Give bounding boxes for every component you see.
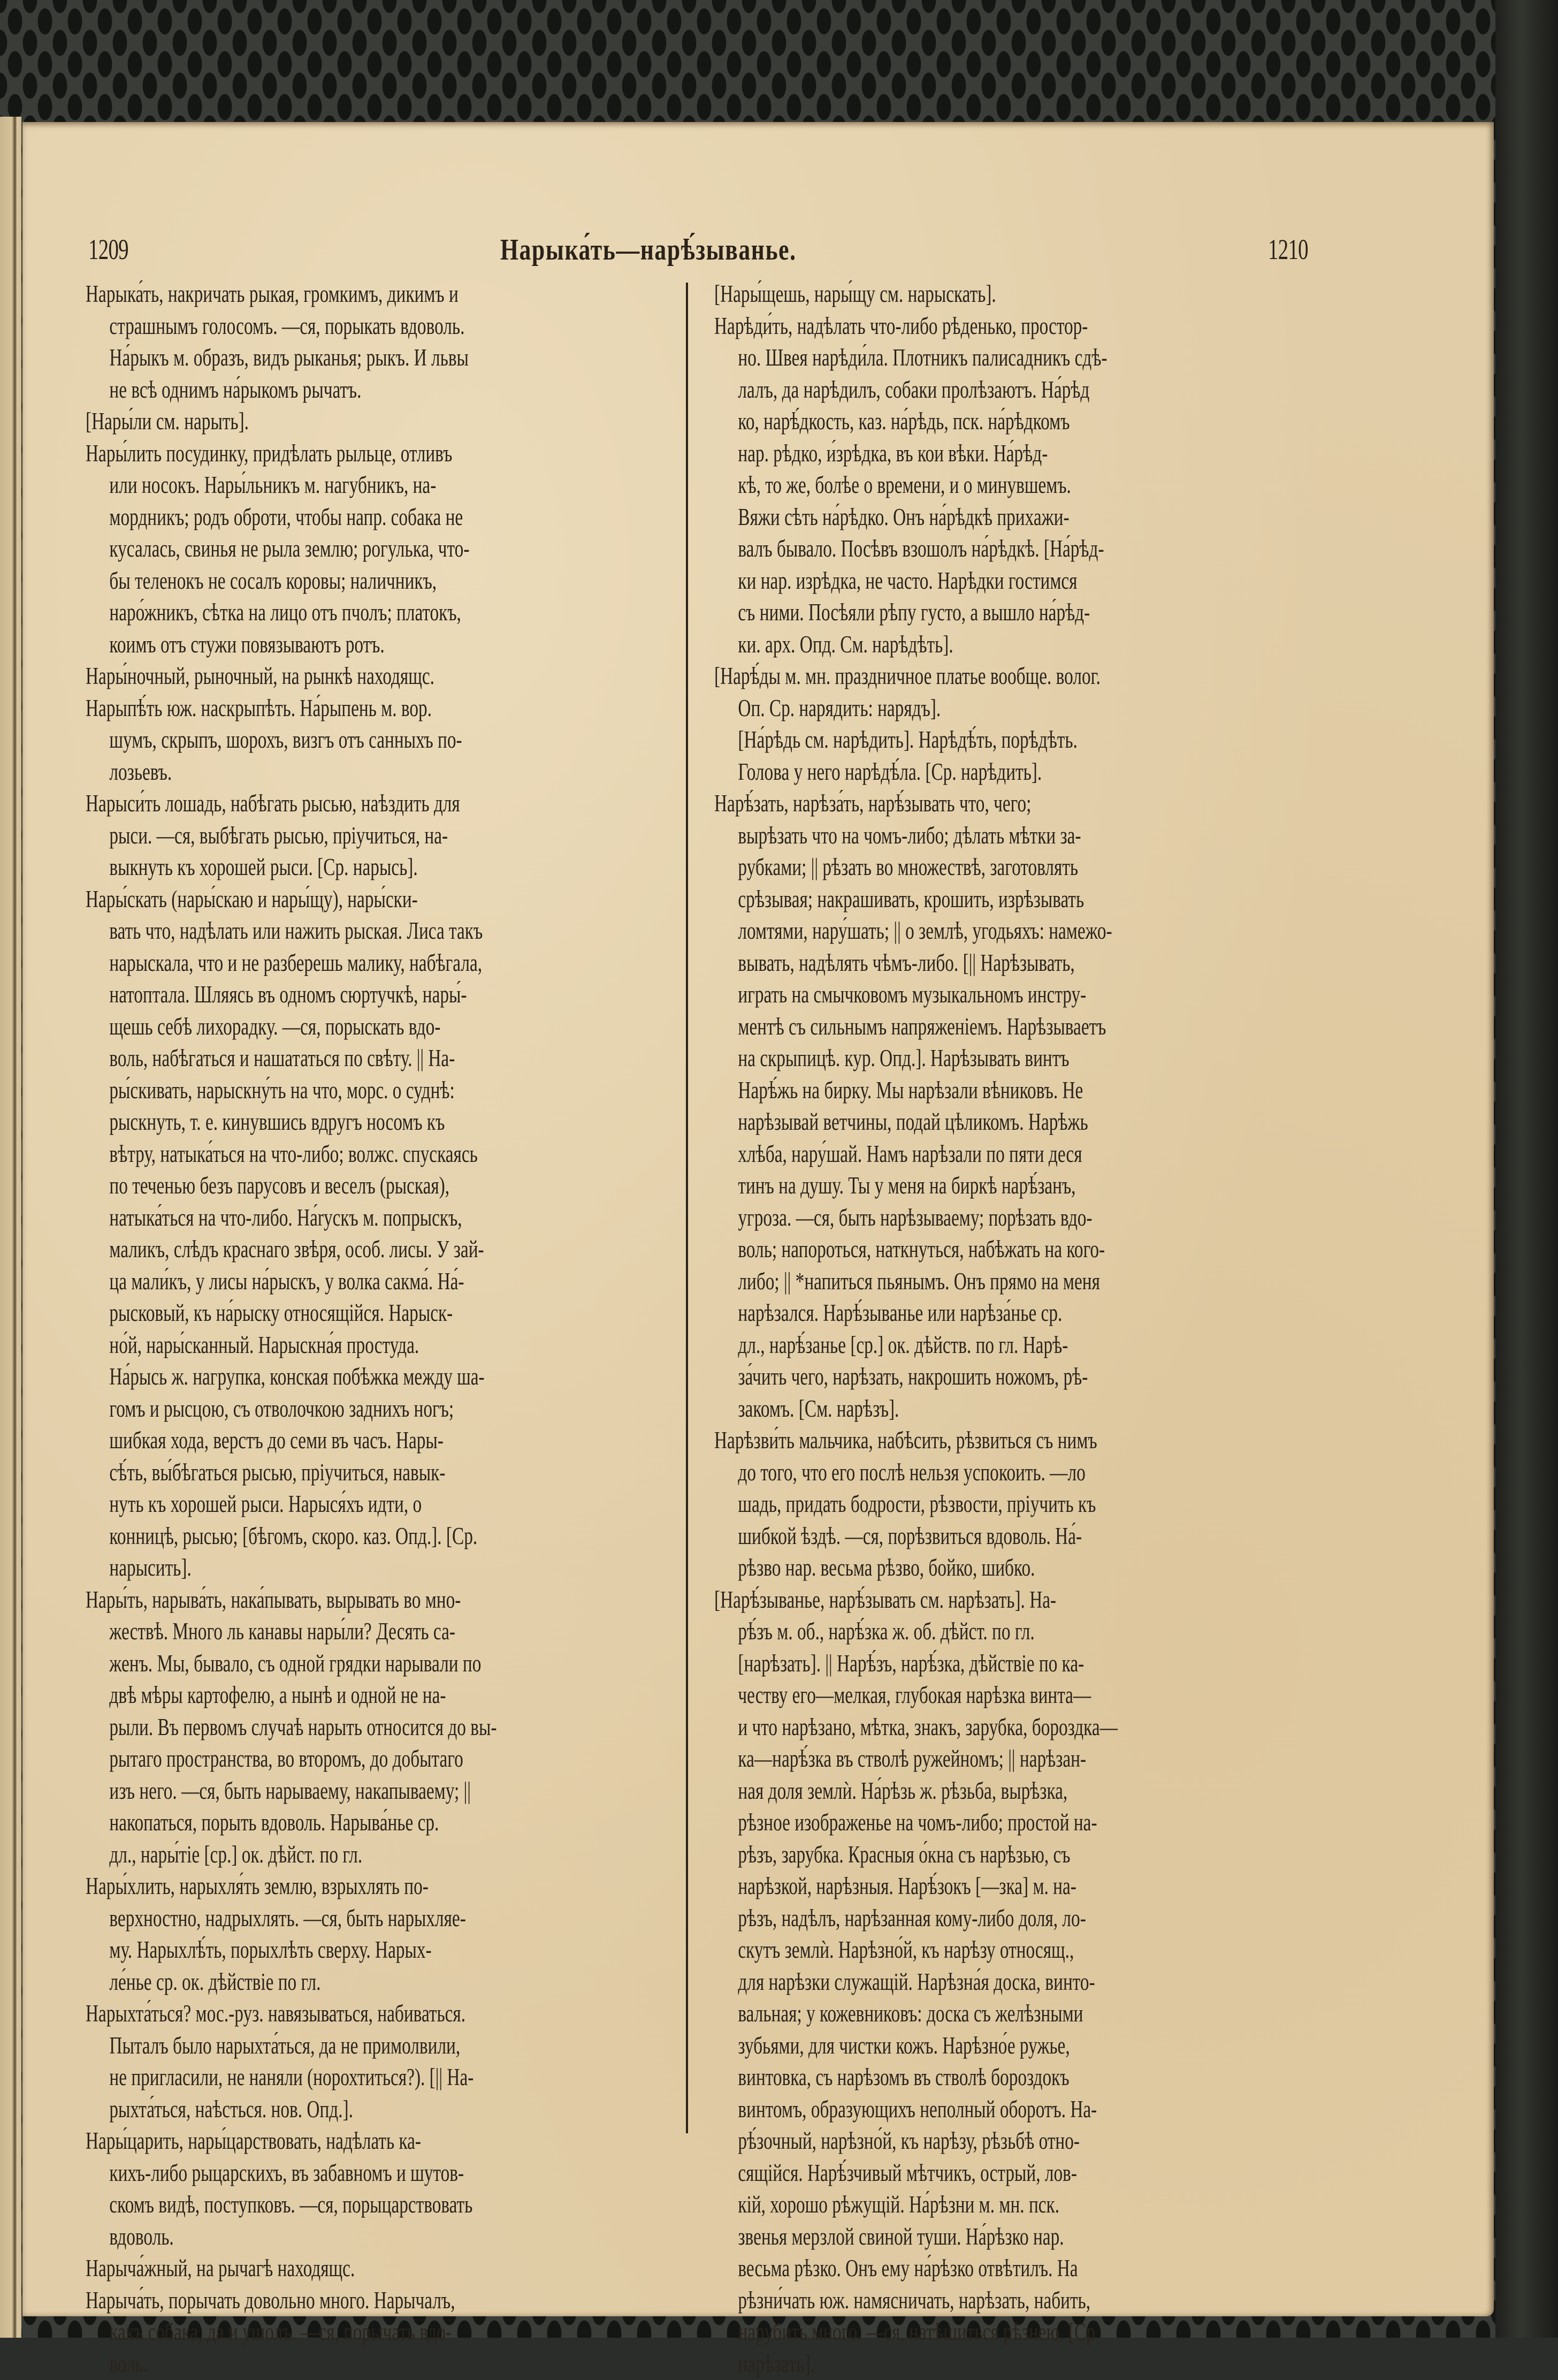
- right-page-number: 1210: [1268, 233, 1308, 266]
- entry-line: валъ бывало. Посѣвъ взошолъ на́рѣдкѣ. [На́рѣд-: [714, 533, 1349, 565]
- entry-line: ки нар. изрѣдка, не часто. Нарѣдки гостимся: [714, 565, 1349, 597]
- entry-line: ры́скивать, нарыскну́ть на что, морс. о суднѣ:: [86, 1075, 715, 1107]
- entry-headline: Нарыпѣ́ть юж. наскрыпѣть. На́рыпень м. вор.: [86, 693, 691, 725]
- entry-headline: Нары́ночный, рыночный, на рынкѣ находящс.: [86, 660, 691, 693]
- entry-line: натыка́ться на что-либо. На́ryскъ м. попрыскъ,: [86, 1202, 715, 1234]
- entry-line: накопаться, порыть вдоволь. Нарыва́нье ср.: [86, 1807, 715, 1839]
- entry-line: верхностно, надрыхлять. —ся, быть нарыхляе-: [86, 1903, 715, 1935]
- entry-line: изъ него. —ся, быть нарываему, накапываему; ||: [86, 1775, 715, 1807]
- entry-line: Нарѣ́жь на бирку. Мы нарѣзали вѣниковъ. Не: [714, 1075, 1349, 1107]
- entry-line: съ ними. Посѣяли рѣпу густо, а вышло на́рѣд-: [714, 597, 1349, 629]
- entry-line: ко, нарѣ́дкость, каз. на́рѣдь, пск. на́рѣдкомъ: [714, 406, 1349, 438]
- entry-line: играть на смычковомъ музыкальномъ инстру-: [714, 979, 1349, 1011]
- entry-headline: Нары́лить посудинку, придѣлать рыльце, отливъ: [86, 438, 691, 470]
- entry-line: рыли. Въ первомъ случаѣ нарыть относится до вы-: [86, 1712, 715, 1744]
- entry-line: ментѣ съ сильнымъ напряженіемъ. Нарѣзываетъ: [714, 1011, 1349, 1043]
- entry-line: нар. рѣдко, и́зрѣдка, въ кои вѣки. На́рѣд-: [714, 438, 1349, 470]
- entry-line: нарѣзкой, нарѣзныя. Нарѣ́зокъ [—зка] м. на-: [714, 1870, 1349, 1903]
- entry-line: и что нарѣзано, мѣтка, знакъ, зарубка, бороздка—: [714, 1712, 1349, 1744]
- entry-headline: Нарѣ́зать, нарѣза́ть, нарѣ́зывать что, чего;: [714, 788, 1325, 820]
- entry-line: кихъ-либо рыцарскихъ, въ забавномъ и шутов-: [86, 2157, 715, 2189]
- entry-line: дл., нарѣ́занье [ср.] ок. дѣйств. по гл. Нарѣ-: [714, 1329, 1349, 1362]
- entry-line: звенья мерзлой свиной туши. На́рѣзко нар.: [714, 2221, 1349, 2253]
- entry-line: рыхта́ться, наѣсться. нов. Опд.].: [86, 2094, 715, 2126]
- entry-line: кій, хорошо рѣжущій. На́рѣзни м. мн. пск.: [714, 2189, 1349, 2221]
- entry-line: какъ собака, да и ушолъ. —ся, порычать вдо-: [86, 2316, 715, 2348]
- entry-line: не всѣ однимъ на́рыкомъ рычатъ.: [86, 374, 715, 406]
- entry-line: срѣзывая; накрашивать, крошить, изрѣзывать: [714, 884, 1349, 916]
- entry-line: вдоволь.: [86, 2221, 715, 2253]
- entry-line: до того, что его послѣ нельзя успокоить. —ло: [714, 1457, 1349, 1489]
- entry-line: шумъ, скрыпъ, шорохъ, визгъ отъ санныхъ по-: [86, 724, 715, 756]
- entry-headline: [Нары́ли см. нарыть].: [86, 406, 691, 438]
- entry-line: натоптала. Шляясь въ одномъ сюртучкѣ, нары́-: [86, 979, 715, 1011]
- entry-line: сящійся. Нарѣ́зчивый мѣтчикъ, острый, лов-: [714, 2157, 1349, 2189]
- entry-line: скутъ землѝ. Нарѣзно́й, къ нарѣзу относящ.,: [714, 1934, 1349, 1966]
- entry-line: Голова у него нарѣдѣ́ла. [Ср. нарѣдить].: [714, 756, 1349, 788]
- entry-line: ная доля землѝ. На́рѣзь ж. рѣзьба, вырѣзка,: [714, 1775, 1349, 1807]
- entry-line: жествѣ. Много ль канавы нары́ли? Десять са-: [86, 1616, 715, 1648]
- entry-headline: Нарыка́ть, накричать рыкая, громкимъ, дикимъ и: [86, 278, 691, 310]
- entry-headline: Нарыси́ть лошадь, набѣгать рысью, наѣздить для: [86, 788, 691, 820]
- entry-line: рѣзъ, зарубка. Красныя о́кна съ нарѣзью, съ: [714, 1839, 1349, 1871]
- entry-line: нарыскала, что и не разберешь малику, набѣгала,: [86, 947, 715, 979]
- entry-headline: [Нарѣ́ды м. мн. праздничное платье вообще. волог.: [714, 660, 1325, 693]
- entry-line: честву его—мелкая, глубокая нарѣзка винта—: [714, 1679, 1349, 1712]
- entry-line: лозьевъ.: [86, 756, 715, 788]
- entry-line: воль, набѣгаться и нашататься по свѣту. || На-: [86, 1043, 715, 1075]
- entry-line: рѣ́зъ м. об., нарѣ́зка ж. об. дѣйст. по гл.: [714, 1616, 1349, 1648]
- entry-line: угроза. —ся, быть нарѣзываему; порѣзать вдо-: [714, 1202, 1349, 1234]
- entry-line: винтомъ, образующихъ неполный оборотъ. На-: [714, 2094, 1349, 2126]
- entry-line: лалъ, да нарѣдилъ, собаки пролѣзаютъ. На́рѣд: [714, 374, 1349, 406]
- entry-line: бы теленокъ не сосалъ коровы; наличникъ,: [86, 565, 715, 597]
- entry-line: воль.: [86, 2348, 715, 2380]
- scan-border: [1495, 0, 1558, 2338]
- entry-line: воль; напороться, наткнуться, набѣжать на кого-: [714, 1234, 1349, 1266]
- entry-line: коимъ отъ стужи повязываютъ ротъ.: [86, 629, 715, 661]
- entry-headline: [Нарѣ́зыванье, нарѣ́зывать см. нарѣзать]. На-: [714, 1584, 1325, 1616]
- entry-line: [нарѣзать]. || Нарѣ́зъ, нарѣ́зка, дѣйствіе по ка-: [714, 1648, 1349, 1680]
- running-title: Нарыка́ть—нарѣ́зыванье.: [500, 233, 797, 267]
- entry-headline: Нары́скать (нары́скаю и нары́щу), нары́ски-: [86, 884, 691, 916]
- entry-line: рѣзво нар. весьма рѣзво, бойко, шибко.: [714, 1552, 1349, 1584]
- entry-line: Пыталъ было нарыхта́ться, да не примолвили,: [86, 2030, 715, 2062]
- entry-line: либо; || *напиться пьянымъ. Онъ прямо на меня: [714, 1266, 1349, 1298]
- entry-line: двѣ мѣры картофелю, а нынѣ и одной не на-: [86, 1679, 715, 1712]
- entry-line: или носокъ. Нары́льникъ м. нагубникъ, на-: [86, 469, 715, 501]
- entry-headline: [Нары́щешь, нары́щу см. нарыскать].: [714, 278, 1325, 310]
- entry-line: дл., нары́тіе [ср.] ок. дѣйст. по гл.: [86, 1839, 715, 1871]
- entry-line: нарѣзался. Нарѣ́зыванье или нарѣза́нье ср.: [714, 1297, 1349, 1329]
- entry-line: вать что, надѣлать или нажить рыская. Лиса такъ: [86, 915, 715, 947]
- entry-line: нуть къ хорошей рыси. Нарыся́хъ идти, о: [86, 1488, 715, 1520]
- entry-line: рыси. —ся, выбѣгать рысью, пріучиться, на-: [86, 820, 715, 852]
- entry-line: вѣтру, натыка́ться на что-либо; волжс. спускаясь: [86, 1138, 715, 1170]
- entry-line: гомъ и рысцою, съ отволочкою заднихъ ногъ;: [86, 1393, 715, 1425]
- entry-line: нарѣзывай ветчины, подай цѣликомъ. Нарѣжь: [714, 1106, 1349, 1138]
- entry-line: закомъ. [См. нарѣзъ].: [714, 1393, 1349, 1425]
- column-divider: [686, 283, 688, 2133]
- entry-line: ки. арх. Опд. См. нарѣдѣть].: [714, 629, 1349, 661]
- entry-line: тинъ на душу. Ты у меня на биркѣ нарѣ́занъ,: [714, 1170, 1349, 1202]
- entry-line: На́рысь ж. нагрупка, конская побѣжка между ша-: [86, 1361, 715, 1393]
- entry-line: страшнымъ голосомъ. —ся, порыкать вдоволь.: [86, 310, 715, 343]
- entry-line: наро́жникъ, сѣтка на лицо отъ пчолъ; платокъ,: [86, 597, 715, 629]
- entry-headline: Нарыча́жный, на рычагѣ находящс.: [86, 2253, 691, 2285]
- entry-line: рѣ́зочный, нарѣзно́й, къ нарѣзу, рѣзьбѣ отно-: [714, 2125, 1349, 2157]
- page-header: [0, 233, 1558, 270]
- entry-headline: Нары́хлить, нарыхля́ть землю, взрыхлять по-: [86, 1870, 691, 1903]
- entry-line: за́чить чего, нарѣзать, накрошить ножомъ, рѣ-: [714, 1361, 1349, 1393]
- entry-headline: Нары́ть, нарыва́ть, нака́пывать, вырывать во мно-: [86, 1584, 691, 1616]
- entry-line: рѣзное изображенье на чомъ-либо; простой на-: [714, 1807, 1349, 1839]
- entry-line: сѣ́ть, вы́бѣгаться рысью, пріучиться, навык-: [86, 1457, 715, 1489]
- entry-line: кѣ, то же, болѣе о времени, и о минувшемъ.: [714, 469, 1349, 501]
- entry-line: ка—нарѣ́зка въ стволѣ ружейномъ; || нарѣзан-: [714, 1743, 1349, 1775]
- left-column: [86, 278, 688, 2380]
- entry-line: ломтями, нару́шать; || о землѣ, угодьяхъ: намежо-: [714, 915, 1349, 947]
- entry-line: шибкой ѣздѣ. —ся, порѣзвиться вдоволь. На́-: [714, 1520, 1349, 1553]
- entry-line: нарысить].: [86, 1552, 715, 1584]
- entry-line: маликъ, слѣдъ краснаго звѣря, особ. лисы. У зай-: [86, 1234, 715, 1266]
- entry-headline: Нарѣди́ть, надѣлать что-либо рѣденько, простор-: [714, 310, 1325, 343]
- entry-line: выкнуть къ хорошей рыси. [Ср. нарысь].: [86, 851, 715, 884]
- entry-line: конницѣ, рысью; [бѣгомъ, скоро. каз. Опд.]. [Ср.: [86, 1520, 715, 1553]
- entry-line: шадь, придать бодрости, рѣзвости, пріучить къ: [714, 1488, 1349, 1520]
- entry-line: рубками; || рѣзать во множествѣ, заготовлять: [714, 851, 1349, 884]
- entry-line: для нарѣзки служащій. Нарѣзна́я доска, винто-: [714, 1966, 1349, 1998]
- entry-line: шибкая хода, верстъ до семи въ часъ. Нары-: [86, 1425, 715, 1457]
- entry-line: не пригласили, не наняли (норохтиться?). [|| На-: [86, 2062, 715, 2094]
- previous-page-edge: [0, 117, 21, 2338]
- entry-line: Вяжи сѣть на́рѣдко. Онъ на́рѣдкѣ прихажи-: [714, 501, 1349, 534]
- entry-line: вывать, надѣлять чѣмъ-либо. [|| Нарѣзывать,: [714, 947, 1349, 979]
- entry-line: щешь себѣ лихорадку. —ся, порыскать вдо-: [86, 1011, 715, 1043]
- entry-line: [На́рѣдь см. нарѣдить]. Нарѣдѣ́ть, порѣдѣть.: [714, 724, 1349, 756]
- entry-line: рысковый, къ на́рыску относящійся. Нарыск-: [86, 1297, 715, 1329]
- entry-line: рыскнуть, т. е. кинувшись вдругъ носомъ къ: [86, 1106, 715, 1138]
- entry-headline: Нарыхта́ться? мос.-руз. навязываться, набиваться.: [86, 1998, 691, 2030]
- entry-line: рытаго пространства, во второмъ, до добытаго: [86, 1743, 715, 1775]
- entry-line: женъ. Мы, бывало, съ одной грядки нарывали по: [86, 1648, 715, 1680]
- entry-line: зубьями, для чистки кожъ. Нарѣзно́е ружье,: [714, 2030, 1349, 2062]
- entry-headline: Нарѣзви́ть мальчика, набѣсить, рѣзвиться съ нимъ: [714, 1425, 1325, 1457]
- entry-line: Оп. Ср. нарядить: нарядъ].: [714, 693, 1349, 725]
- right-column: [714, 278, 1322, 2380]
- entry-line: На́рыкъ м. образъ, видъ рыканья; рыкъ. И львы: [86, 342, 715, 374]
- entry-headline: Нарыча́ть, порычать довольно много. Нарычалъ,: [86, 2285, 691, 2317]
- entry-line: рѣзни́чать юж. намясничать, нарѣзать, набить,: [714, 2285, 1349, 2317]
- entry-line: по теченью безъ парусовъ и веселъ (рыская),: [86, 1170, 715, 1202]
- entry-line: мордникъ; родъ оброти, чтобы напр. собака не: [86, 501, 715, 534]
- entry-line: вырѣзать что на чомъ-либо; дѣлать мѣтки за-: [714, 820, 1349, 852]
- entry-line: му. Нарыхлѣ́ть, порыхлѣть сверху. Нарых-: [86, 1934, 715, 1966]
- entry-line: хлѣба, нару́шай. Намъ нарѣзали по пяти деся: [714, 1138, 1349, 1170]
- entry-line: на скрыпицѣ. кур. Опд.]. Нарѣзывать винтъ: [714, 1043, 1349, 1075]
- entry-line: скомъ видѣ, поступковъ. —ся, порыцарствовать: [86, 2189, 715, 2221]
- entry-line: нарѣзать].: [714, 2348, 1349, 2380]
- entry-line: ца мали́къ, у лисы на́рыскъ, у волка сакма́. На́-: [86, 1266, 715, 1298]
- entry-line: рѣзъ, надѣлъ, нарѣзанная кому-либо доля, ло-: [714, 1903, 1349, 1935]
- left-page-number: 1209: [88, 233, 128, 266]
- entry-headline: Нары́царить, нары́царствовать, надѣлать ка-: [86, 2125, 691, 2157]
- entry-line: но́й, нары́сканный. Нарыскна́я простуда.: [86, 1329, 715, 1362]
- entry-line: ле́нье ср. ок. дѣйствіе по гл.: [86, 1966, 715, 1998]
- entry-line: но. Швея нарѣди́ла. Плотникъ палисадникъ сдѣ-: [714, 342, 1349, 374]
- entry-line: нарубить много. —ся, натѣшиться рѣзнею. [Ср: [714, 2316, 1349, 2348]
- entry-line: весьма рѣзко. Онъ ему на́рѣзко отвѣтилъ. На: [714, 2253, 1349, 2285]
- entry-line: вальная; у кожевниковъ: доска съ желѣзными: [714, 1998, 1349, 2030]
- entry-line: кусалась, свинья не рыла землю; рогулька, что-: [86, 533, 715, 565]
- entry-line: винтовка, съ нарѣзомъ въ стволѣ бороздокъ: [714, 2062, 1349, 2094]
